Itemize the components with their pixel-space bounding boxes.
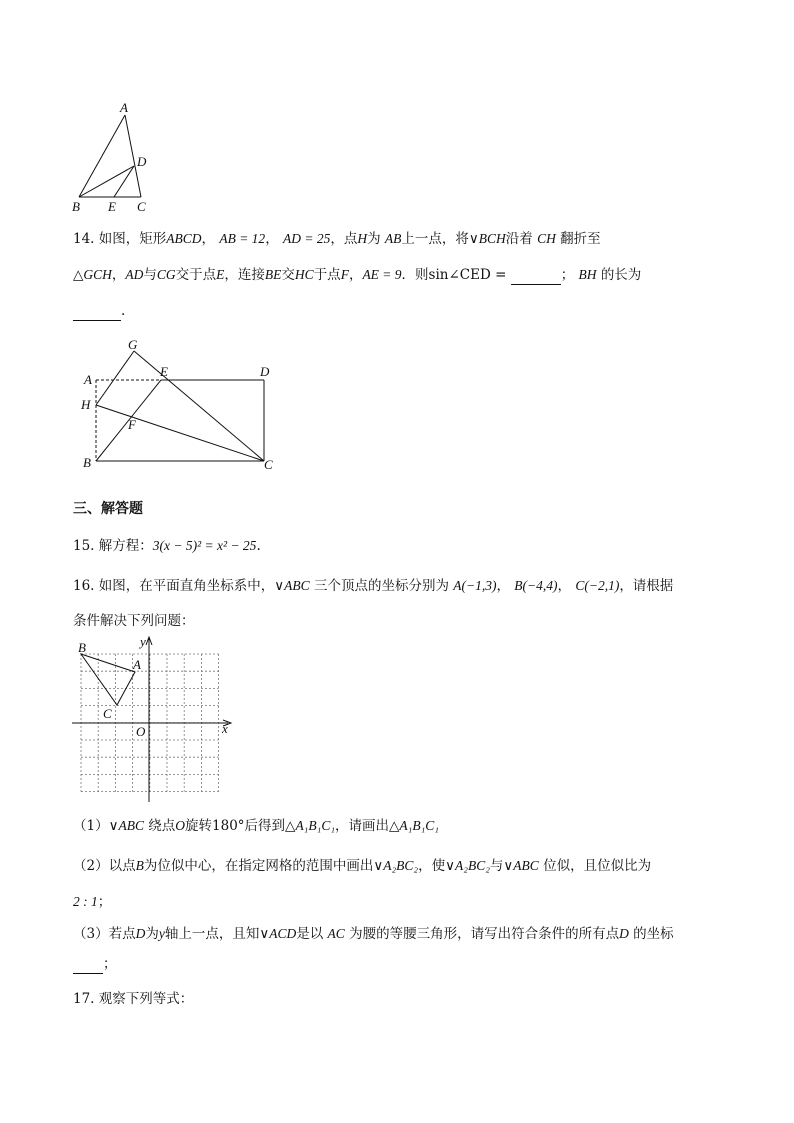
fig13-label-c: C [137,199,146,214]
q16-sub1: （1）∨ABC 绕点O旋转180°后得到△A₁B₁C₁，请画出△A₁B₁C₁ [73,818,439,834]
q17-line: 17. 观察下列等式： [73,991,194,1007]
q16-answer-blank[interactable] [73,955,103,974]
q14-line-1: 14. 如图，矩形ABCD， AB = 12， AD = 25，点H为 AB上一点，将∨BCH沿着 CH 翻折至 [73,231,601,247]
fig16-label-a: A [133,657,141,672]
figure-q16-grid [70,634,240,806]
fig16-label-y: y [140,634,146,649]
q16-line-1: 16. 如图，在平面直角坐标系中，∨ABC 三个顶点的坐标分别为 A(−1,3)， B(−4,4)， C(−2,1)，请根据 [73,578,674,594]
fig16-label-b: B [78,640,86,655]
fig13-label-b: B [72,199,80,214]
fig13-label-d: D [137,154,147,169]
fig16-label-c: C [103,706,112,721]
fig14-label-e: E [160,364,168,379]
q16-sub2-ratio: 2 : 1； [73,894,112,910]
q14-number: 14. [73,231,95,247]
fig13-label-e: E [108,199,116,214]
q14-answer-blank-2[interactable] [73,302,121,321]
q16-sub3: （3）若点D为y轴上一点，且知∨ACD是以 AC 为腰的等腰三角形，请写出符合条件的所有点D 的坐标 [73,926,674,942]
fig16-label-o: O [136,724,146,739]
fig14-label-f: F [128,417,136,432]
q14-line-2: △GCH，AD与CG交于点E，连接BE交HC于点F，AE = 9．则sin∠CED = ； BH 的长为 [73,267,642,283]
fig14-label-c: C [264,457,273,472]
section-heading: 三、解答题 [73,501,143,517]
q16-line-2: 条件解决下列问题： [73,613,195,629]
fig14-label-g: G [128,337,138,352]
fig14-label-b: B [83,455,91,470]
q14-answer-blank-1[interactable] [511,266,561,285]
figure-q13 [64,96,164,216]
fig14-label-h: H [81,397,91,412]
q15-equation: 3(x − 5)² = x² − 25 [152,538,257,553]
fig13-label-a: A [120,100,128,115]
fig14-label-d: D [260,364,270,379]
q15-line: 15. 解方程：3(x − 5)² = x² − 25. [73,538,261,554]
q15-number: 15. [73,538,95,554]
q14-line-3: . [73,302,125,321]
fig16-label-x: x [222,721,228,736]
fig14-label-a: A [84,372,92,387]
figure-q14 [76,336,286,476]
q17-number: 17. [73,991,95,1007]
q16-sub2: （2）以点B为位似中心，在指定网格的范围中画出∨A₂BC₂，使∨A₂BC₂与∨ABC 位似，且位似比为 [73,858,652,874]
q16-number: 16. [73,578,95,594]
q16-sub3-answer: ； [73,955,117,974]
